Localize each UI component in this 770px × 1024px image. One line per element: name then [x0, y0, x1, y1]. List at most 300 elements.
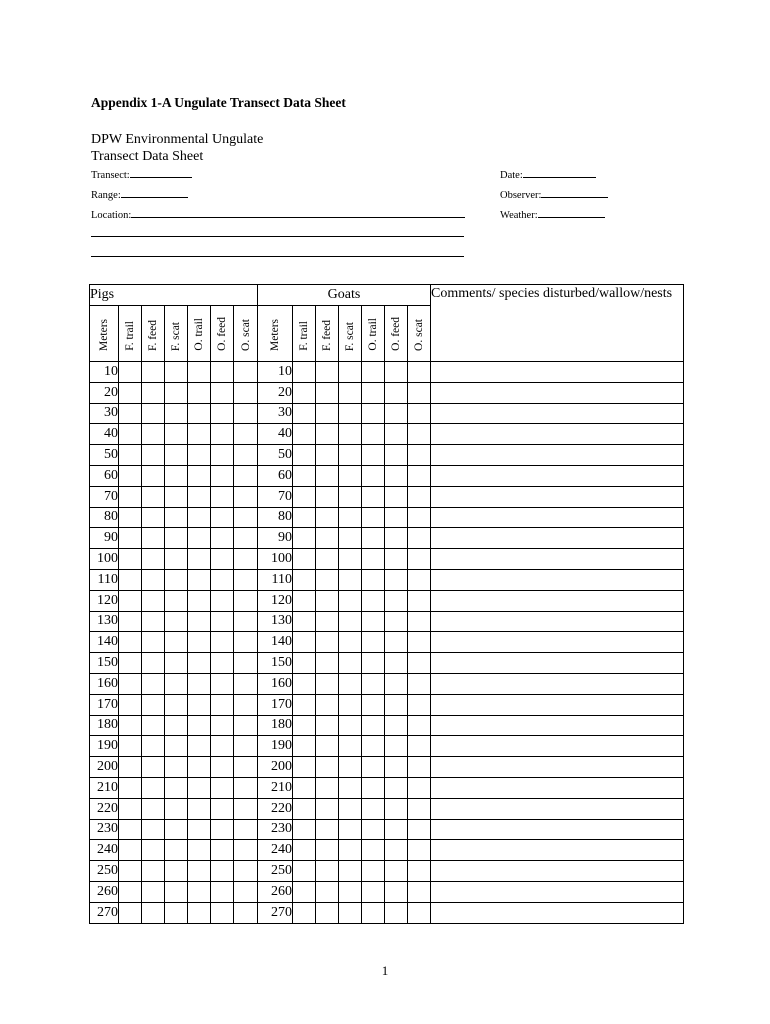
goats-entry-cell[interactable] [316, 611, 339, 632]
pigs-entry-cell[interactable] [211, 673, 234, 694]
pigs-entry-cell[interactable] [188, 528, 211, 549]
pigs-entry-cell[interactable] [211, 777, 234, 798]
goats-entry-cell[interactable] [385, 362, 408, 383]
pigs-entry-cell[interactable] [119, 798, 142, 819]
goats-entry-cell[interactable] [408, 424, 431, 445]
pigs-entry-cell[interactable] [165, 362, 188, 383]
goats-entry-cell[interactable] [362, 673, 385, 694]
pigs-entry-cell[interactable] [234, 424, 258, 445]
goats-entry-cell[interactable] [339, 673, 362, 694]
goats-entry-cell[interactable] [362, 590, 385, 611]
goats-entry-cell[interactable] [385, 528, 408, 549]
goats-entry-cell[interactable] [293, 362, 316, 383]
observer-blank[interactable] [541, 187, 608, 198]
pigs-entry-cell[interactable] [234, 881, 258, 902]
pigs-entry-cell[interactable] [142, 777, 165, 798]
goats-entry-cell[interactable] [408, 777, 431, 798]
goats-entry-cell[interactable] [339, 362, 362, 383]
pigs-entry-cell[interactable] [165, 486, 188, 507]
goats-entry-cell[interactable] [293, 777, 316, 798]
goats-entry-cell[interactable] [408, 507, 431, 528]
goats-entry-cell[interactable] [408, 757, 431, 778]
pigs-entry-cell[interactable] [234, 403, 258, 424]
goats-entry-cell[interactable] [362, 362, 385, 383]
pigs-entry-cell[interactable] [211, 611, 234, 632]
pigs-entry-cell[interactable] [142, 362, 165, 383]
pigs-entry-cell[interactable] [165, 861, 188, 882]
goats-entry-cell[interactable] [385, 694, 408, 715]
goats-entry-cell[interactable] [385, 382, 408, 403]
pigs-entry-cell[interactable] [142, 673, 165, 694]
goats-entry-cell[interactable] [316, 486, 339, 507]
comments-cell[interactable] [431, 861, 684, 882]
comments-cell[interactable] [431, 549, 684, 570]
goats-entry-cell[interactable] [316, 382, 339, 403]
goats-entry-cell[interactable] [316, 465, 339, 486]
goats-entry-cell[interactable] [362, 798, 385, 819]
comments-cell[interactable] [431, 382, 684, 403]
pigs-entry-cell[interactable] [211, 382, 234, 403]
pigs-entry-cell[interactable] [142, 715, 165, 736]
pigs-entry-cell[interactable] [142, 424, 165, 445]
goats-entry-cell[interactable] [362, 881, 385, 902]
goats-entry-cell[interactable] [293, 465, 316, 486]
goats-entry-cell[interactable] [362, 819, 385, 840]
goats-entry-cell[interactable] [339, 798, 362, 819]
pigs-entry-cell[interactable] [119, 819, 142, 840]
pigs-entry-cell[interactable] [211, 736, 234, 757]
pigs-entry-cell[interactable] [211, 694, 234, 715]
goats-entry-cell[interactable] [385, 840, 408, 861]
pigs-entry-cell[interactable] [188, 424, 211, 445]
goats-entry-cell[interactable] [385, 403, 408, 424]
pigs-entry-cell[interactable] [234, 486, 258, 507]
pigs-entry-cell[interactable] [165, 465, 188, 486]
goats-entry-cell[interactable] [408, 653, 431, 674]
pigs-entry-cell[interactable] [119, 507, 142, 528]
pigs-entry-cell[interactable] [119, 611, 142, 632]
pigs-entry-cell[interactable] [188, 694, 211, 715]
goats-entry-cell[interactable] [316, 590, 339, 611]
pigs-entry-cell[interactable] [211, 819, 234, 840]
goats-entry-cell[interactable] [316, 777, 339, 798]
pigs-entry-cell[interactable] [119, 715, 142, 736]
pigs-entry-cell[interactable] [119, 757, 142, 778]
goats-entry-cell[interactable] [316, 362, 339, 383]
goats-entry-cell[interactable] [362, 465, 385, 486]
pigs-entry-cell[interactable] [211, 840, 234, 861]
goats-entry-cell[interactable] [293, 528, 316, 549]
goats-entry-cell[interactable] [316, 549, 339, 570]
pigs-entry-cell[interactable] [234, 362, 258, 383]
goats-entry-cell[interactable] [408, 486, 431, 507]
pigs-entry-cell[interactable] [234, 569, 258, 590]
pigs-entry-cell[interactable] [211, 569, 234, 590]
goats-entry-cell[interactable] [316, 507, 339, 528]
goats-entry-cell[interactable] [385, 465, 408, 486]
comments-cell[interactable] [431, 777, 684, 798]
goats-entry-cell[interactable] [408, 465, 431, 486]
pigs-entry-cell[interactable] [119, 861, 142, 882]
location-extra-line-2[interactable] [91, 256, 464, 257]
transect-blank[interactable] [130, 167, 192, 178]
comments-cell[interactable] [431, 840, 684, 861]
goats-entry-cell[interactable] [385, 902, 408, 923]
pigs-entry-cell[interactable] [142, 798, 165, 819]
goats-entry-cell[interactable] [316, 653, 339, 674]
pigs-entry-cell[interactable] [188, 819, 211, 840]
comments-cell[interactable] [431, 757, 684, 778]
pigs-entry-cell[interactable] [188, 382, 211, 403]
goats-entry-cell[interactable] [293, 694, 316, 715]
pigs-entry-cell[interactable] [142, 611, 165, 632]
pigs-entry-cell[interactable] [165, 445, 188, 466]
observer-field[interactable] [500, 187, 608, 201]
pigs-entry-cell[interactable] [119, 445, 142, 466]
goats-entry-cell[interactable] [316, 819, 339, 840]
pigs-entry-cell[interactable] [211, 486, 234, 507]
comments-cell[interactable] [431, 798, 684, 819]
goats-entry-cell[interactable] [385, 861, 408, 882]
goats-entry-cell[interactable] [408, 840, 431, 861]
comments-cell[interactable] [431, 653, 684, 674]
pigs-entry-cell[interactable] [165, 611, 188, 632]
goats-entry-cell[interactable] [385, 653, 408, 674]
goats-entry-cell[interactable] [362, 861, 385, 882]
pigs-entry-cell[interactable] [188, 403, 211, 424]
pigs-entry-cell[interactable] [165, 673, 188, 694]
pigs-entry-cell[interactable] [119, 569, 142, 590]
pigs-entry-cell[interactable] [188, 486, 211, 507]
goats-entry-cell[interactable] [385, 715, 408, 736]
goats-entry-cell[interactable] [362, 715, 385, 736]
pigs-entry-cell[interactable] [142, 902, 165, 923]
goats-entry-cell[interactable] [362, 611, 385, 632]
pigs-entry-cell[interactable] [188, 881, 211, 902]
pigs-entry-cell[interactable] [165, 777, 188, 798]
goats-entry-cell[interactable] [408, 673, 431, 694]
pigs-entry-cell[interactable] [188, 507, 211, 528]
goats-entry-cell[interactable] [316, 881, 339, 902]
goats-entry-cell[interactable] [385, 569, 408, 590]
pigs-entry-cell[interactable] [142, 632, 165, 653]
comments-cell[interactable] [431, 403, 684, 424]
pigs-entry-cell[interactable] [119, 486, 142, 507]
goats-entry-cell[interactable] [316, 902, 339, 923]
goats-entry-cell[interactable] [293, 632, 316, 653]
pigs-entry-cell[interactable] [119, 736, 142, 757]
goats-entry-cell[interactable] [339, 694, 362, 715]
pigs-entry-cell[interactable] [119, 840, 142, 861]
pigs-entry-cell[interactable] [211, 902, 234, 923]
date-field[interactable] [500, 167, 596, 181]
goats-entry-cell[interactable] [408, 549, 431, 570]
pigs-entry-cell[interactable] [119, 362, 142, 383]
goats-entry-cell[interactable] [339, 715, 362, 736]
goats-entry-cell[interactable] [408, 362, 431, 383]
goats-entry-cell[interactable] [339, 507, 362, 528]
pigs-entry-cell[interactable] [188, 798, 211, 819]
pigs-entry-cell[interactable] [234, 528, 258, 549]
pigs-entry-cell[interactable] [165, 881, 188, 902]
goats-entry-cell[interactable] [408, 528, 431, 549]
goats-entry-cell[interactable] [339, 569, 362, 590]
pigs-entry-cell[interactable] [142, 445, 165, 466]
goats-entry-cell[interactable] [362, 424, 385, 445]
pigs-entry-cell[interactable] [165, 403, 188, 424]
pigs-entry-cell[interactable] [165, 715, 188, 736]
pigs-entry-cell[interactable] [234, 445, 258, 466]
pigs-entry-cell[interactable] [234, 819, 258, 840]
goats-entry-cell[interactable] [293, 673, 316, 694]
goats-entry-cell[interactable] [385, 881, 408, 902]
goats-entry-cell[interactable] [293, 881, 316, 902]
goats-entry-cell[interactable] [293, 819, 316, 840]
goats-entry-cell[interactable] [339, 757, 362, 778]
pigs-entry-cell[interactable] [165, 757, 188, 778]
pigs-entry-cell[interactable] [188, 362, 211, 383]
pigs-entry-cell[interactable] [234, 736, 258, 757]
goats-entry-cell[interactable] [339, 881, 362, 902]
range-blank[interactable] [121, 187, 188, 198]
goats-entry-cell[interactable] [362, 486, 385, 507]
comments-cell[interactable] [431, 528, 684, 549]
pigs-entry-cell[interactable] [119, 549, 142, 570]
pigs-entry-cell[interactable] [188, 777, 211, 798]
pigs-entry-cell[interactable] [211, 362, 234, 383]
comments-cell[interactable] [431, 881, 684, 902]
goats-entry-cell[interactable] [339, 382, 362, 403]
pigs-entry-cell[interactable] [211, 653, 234, 674]
pigs-entry-cell[interactable] [188, 736, 211, 757]
pigs-entry-cell[interactable] [211, 798, 234, 819]
goats-entry-cell[interactable] [408, 382, 431, 403]
goats-entry-cell[interactable] [293, 653, 316, 674]
goats-entry-cell[interactable] [293, 798, 316, 819]
goats-entry-cell[interactable] [293, 840, 316, 861]
goats-entry-cell[interactable] [408, 819, 431, 840]
goats-entry-cell[interactable] [408, 590, 431, 611]
goats-entry-cell[interactable] [339, 465, 362, 486]
goats-entry-cell[interactable] [385, 590, 408, 611]
pigs-entry-cell[interactable] [188, 611, 211, 632]
pigs-entry-cell[interactable] [234, 715, 258, 736]
goats-entry-cell[interactable] [385, 632, 408, 653]
location-blank[interactable] [131, 207, 465, 218]
pigs-entry-cell[interactable] [211, 549, 234, 570]
pigs-entry-cell[interactable] [211, 881, 234, 902]
pigs-entry-cell[interactable] [142, 403, 165, 424]
goats-entry-cell[interactable] [339, 445, 362, 466]
pigs-entry-cell[interactable] [165, 590, 188, 611]
pigs-entry-cell[interactable] [142, 881, 165, 902]
pigs-entry-cell[interactable] [165, 569, 188, 590]
goats-entry-cell[interactable] [316, 528, 339, 549]
pigs-entry-cell[interactable] [165, 902, 188, 923]
pigs-entry-cell[interactable] [142, 465, 165, 486]
goats-entry-cell[interactable] [316, 861, 339, 882]
goats-entry-cell[interactable] [316, 694, 339, 715]
pigs-entry-cell[interactable] [165, 694, 188, 715]
pigs-entry-cell[interactable] [234, 861, 258, 882]
goats-entry-cell[interactable] [408, 632, 431, 653]
goats-entry-cell[interactable] [362, 382, 385, 403]
pigs-entry-cell[interactable] [142, 736, 165, 757]
goats-entry-cell[interactable] [339, 861, 362, 882]
comments-cell[interactable] [431, 486, 684, 507]
comments-cell[interactable] [431, 694, 684, 715]
goats-entry-cell[interactable] [362, 569, 385, 590]
comments-cell[interactable] [431, 590, 684, 611]
goats-entry-cell[interactable] [408, 902, 431, 923]
pigs-entry-cell[interactable] [165, 632, 188, 653]
location-extra-line-1[interactable] [91, 236, 464, 237]
goats-entry-cell[interactable] [408, 736, 431, 757]
pigs-entry-cell[interactable] [211, 465, 234, 486]
goats-entry-cell[interactable] [293, 590, 316, 611]
pigs-entry-cell[interactable] [211, 403, 234, 424]
pigs-entry-cell[interactable] [119, 528, 142, 549]
goats-entry-cell[interactable] [362, 445, 385, 466]
pigs-entry-cell[interactable] [142, 549, 165, 570]
pigs-entry-cell[interactable] [119, 902, 142, 923]
pigs-entry-cell[interactable] [234, 777, 258, 798]
goats-entry-cell[interactable] [362, 653, 385, 674]
goats-entry-cell[interactable] [339, 736, 362, 757]
pigs-entry-cell[interactable] [119, 673, 142, 694]
goats-entry-cell[interactable] [408, 861, 431, 882]
goats-entry-cell[interactable] [362, 736, 385, 757]
pigs-entry-cell[interactable] [165, 798, 188, 819]
comments-cell[interactable] [431, 902, 684, 923]
pigs-entry-cell[interactable] [142, 507, 165, 528]
goats-entry-cell[interactable] [385, 673, 408, 694]
goats-entry-cell[interactable] [385, 445, 408, 466]
pigs-entry-cell[interactable] [165, 549, 188, 570]
pigs-entry-cell[interactable] [119, 881, 142, 902]
goats-entry-cell[interactable] [408, 798, 431, 819]
goats-entry-cell[interactable] [293, 445, 316, 466]
weather-field[interactable] [500, 207, 605, 221]
goats-entry-cell[interactable] [293, 507, 316, 528]
comments-cell[interactable] [431, 611, 684, 632]
pigs-entry-cell[interactable] [188, 757, 211, 778]
pigs-entry-cell[interactable] [142, 382, 165, 403]
goats-entry-cell[interactable] [316, 673, 339, 694]
goats-entry-cell[interactable] [385, 736, 408, 757]
pigs-entry-cell[interactable] [234, 611, 258, 632]
pigs-entry-cell[interactable] [211, 861, 234, 882]
pigs-entry-cell[interactable] [165, 736, 188, 757]
goats-entry-cell[interactable] [316, 736, 339, 757]
weather-blank[interactable] [538, 207, 605, 218]
goats-entry-cell[interactable] [408, 403, 431, 424]
pigs-entry-cell[interactable] [142, 528, 165, 549]
goats-entry-cell[interactable] [339, 528, 362, 549]
pigs-entry-cell[interactable] [234, 632, 258, 653]
pigs-entry-cell[interactable] [119, 632, 142, 653]
pigs-entry-cell[interactable] [234, 590, 258, 611]
pigs-entry-cell[interactable] [142, 819, 165, 840]
goats-entry-cell[interactable] [362, 840, 385, 861]
pigs-entry-cell[interactable] [188, 715, 211, 736]
comments-cell[interactable] [431, 632, 684, 653]
goats-entry-cell[interactable] [316, 424, 339, 445]
goats-entry-cell[interactable] [316, 798, 339, 819]
goats-entry-cell[interactable] [339, 549, 362, 570]
pigs-entry-cell[interactable] [211, 507, 234, 528]
pigs-entry-cell[interactable] [188, 549, 211, 570]
pigs-entry-cell[interactable] [211, 757, 234, 778]
pigs-entry-cell[interactable] [234, 757, 258, 778]
goats-entry-cell[interactable] [408, 715, 431, 736]
pigs-entry-cell[interactable] [234, 902, 258, 923]
goats-entry-cell[interactable] [293, 757, 316, 778]
pigs-entry-cell[interactable] [188, 590, 211, 611]
goats-entry-cell[interactable] [362, 632, 385, 653]
location-field[interactable] [91, 207, 465, 221]
pigs-entry-cell[interactable] [165, 528, 188, 549]
pigs-entry-cell[interactable] [234, 465, 258, 486]
pigs-entry-cell[interactable] [188, 840, 211, 861]
pigs-entry-cell[interactable] [211, 632, 234, 653]
goats-entry-cell[interactable] [339, 840, 362, 861]
goats-entry-cell[interactable] [293, 611, 316, 632]
goats-entry-cell[interactable] [362, 528, 385, 549]
goats-entry-cell[interactable] [339, 403, 362, 424]
goats-entry-cell[interactable] [293, 861, 316, 882]
pigs-entry-cell[interactable] [165, 382, 188, 403]
pigs-entry-cell[interactable] [234, 549, 258, 570]
goats-entry-cell[interactable] [339, 632, 362, 653]
pigs-entry-cell[interactable] [142, 694, 165, 715]
goats-entry-cell[interactable] [293, 382, 316, 403]
goats-entry-cell[interactable] [362, 507, 385, 528]
pigs-entry-cell[interactable] [142, 590, 165, 611]
goats-entry-cell[interactable] [385, 486, 408, 507]
goats-entry-cell[interactable] [316, 715, 339, 736]
pigs-entry-cell[interactable] [188, 673, 211, 694]
goats-entry-cell[interactable] [293, 715, 316, 736]
comments-cell[interactable] [431, 507, 684, 528]
pigs-entry-cell[interactable] [234, 673, 258, 694]
pigs-entry-cell[interactable] [188, 465, 211, 486]
goats-entry-cell[interactable] [293, 486, 316, 507]
goats-entry-cell[interactable] [362, 757, 385, 778]
pigs-entry-cell[interactable] [119, 590, 142, 611]
comments-cell[interactable] [431, 362, 684, 383]
goats-entry-cell[interactable] [408, 569, 431, 590]
goats-entry-cell[interactable] [385, 507, 408, 528]
pigs-entry-cell[interactable] [188, 861, 211, 882]
comments-cell[interactable] [431, 673, 684, 694]
pigs-entry-cell[interactable] [142, 569, 165, 590]
pigs-entry-cell[interactable] [188, 569, 211, 590]
goats-entry-cell[interactable] [385, 424, 408, 445]
pigs-entry-cell[interactable] [119, 424, 142, 445]
goats-entry-cell[interactable] [408, 445, 431, 466]
goats-entry-cell[interactable] [362, 694, 385, 715]
pigs-entry-cell[interactable] [119, 465, 142, 486]
pigs-entry-cell[interactable] [188, 445, 211, 466]
pigs-entry-cell[interactable] [142, 486, 165, 507]
goats-entry-cell[interactable] [293, 403, 316, 424]
comments-cell[interactable] [431, 424, 684, 445]
goats-entry-cell[interactable] [385, 777, 408, 798]
pigs-entry-cell[interactable] [119, 694, 142, 715]
goats-entry-cell[interactable] [408, 881, 431, 902]
comments-cell[interactable] [431, 465, 684, 486]
